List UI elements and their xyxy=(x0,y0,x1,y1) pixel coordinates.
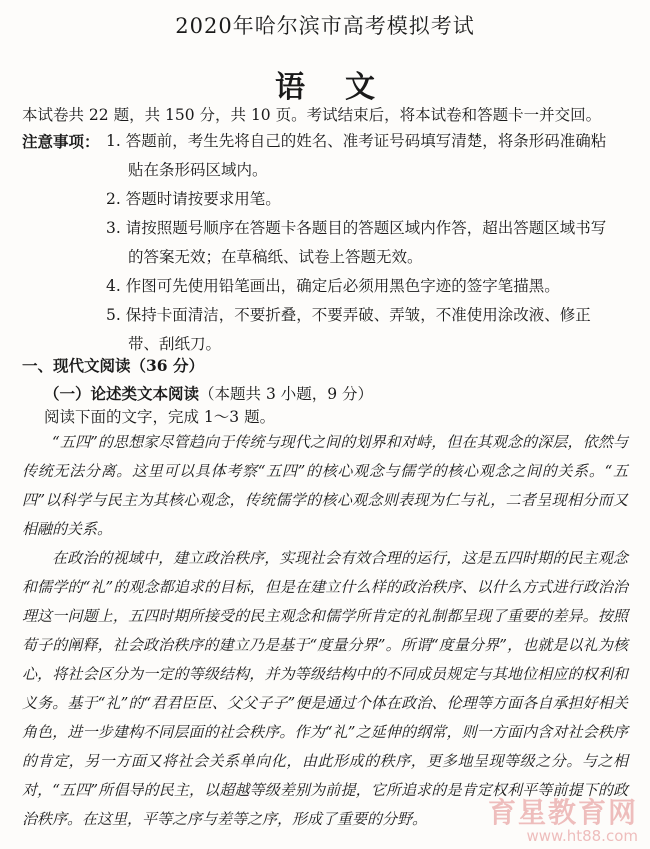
watermark-url: www.ht88.com xyxy=(526,827,638,845)
note-item-5-cont: 带、刮纸刀。 xyxy=(128,335,222,353)
subsection-heading xyxy=(44,382,373,404)
watermark xyxy=(488,791,638,845)
subject-title: 语文 xyxy=(275,70,415,105)
note-item-1: 1. 答题前，考生先将自己的姓名、准考证号码填写清楚，将条形码准确粘 xyxy=(106,132,607,150)
watermark-text: 育星教育网 xyxy=(487,796,638,829)
paragraph-2: 在政治的视域中，建立政治秩序，实现社会有效合理的运行，这是五四时期的民主观念和儒学的“礼”的观念都追求的目标，但是在建立什么样的政治秩序、以什么方式进行政治治理这一问题上，五四时期所接受的民主观念和儒学所肯定的礼制都呈现了重要的差异。按照荀子的阐释，社会政治秩序的建立乃是基于“度量分界”。所谓“度量分界”，也就是以礼为核心，将社会区分为一定的等级结构，并为等级结构中的不同成员规定与其地位相应的权利和义务。基于“礼”的“君君臣臣、父父子子”便是通过个体在政治、伦理等方面各自承担好相关角色，进一步建构不同层面的社会秩序。作为“礼”之延伸的纲常，则一方面内含对社会秩序的肯定，另一方面又将社会关系单向化，由此形成的秩序，更多地呈现等级之分。与之相对，“五四”所倡导的民主，以超越等级差别为前提，它所追求的是肯定权利平等前提下的政治秩序。在这里，平等之序与差等之序，形成了重要的分野。 xyxy=(22,549,628,828)
exam-title: 2020年哈尔滨市高考模拟考试 xyxy=(175,14,475,38)
subsection-title: （一）论述类文本阅读 xyxy=(44,384,200,403)
note-item-4: 4. 作图可先使用铅笔画出，确定后必须用黑色字迹的签字笔描黑。 xyxy=(106,277,560,295)
exam-intro: 本试卷共 22 题，共 150 分，共 10 页。考试结束后，将本试卷和答题卡一并交回。 xyxy=(22,106,602,124)
note-item-3-cont: 的答案无效；在草稿纸、试卷上答题无效。 xyxy=(128,248,423,266)
reading-instruction: 阅读下面的文字，完成 1～3 题。 xyxy=(44,408,276,426)
note-item-5: 5. 保持卡面清洁，不要折叠，不要弄破、弄皱，不准使用涂改液、修正 xyxy=(106,306,591,324)
notes-label: 注意事项： xyxy=(22,132,100,151)
note-item-3: 3. 请按照题号顺序在答题卡各题目的答题区域内作答，超出答题区域书写 xyxy=(106,219,607,237)
note-item-1-cont: 贴在条形码区域内。 xyxy=(128,161,268,179)
note-item-2: 2. 答题时请按要求用笔。 xyxy=(106,190,281,208)
paragraph-1: “五四”的思想家尽管趋向于传统与现代之间的划界和对峙，但在其观念的深层，依然与传统无法分离。这里可以具体考察“五四”的核心观念与儒学的核心观念之间的关系。“五四”以科学与民主为其核心观念，传统儒学的核心观念则表现为仁与礼，二者呈现相分而又相融的关系。 xyxy=(22,433,628,538)
section-heading: 一、现代文阅读（36 分） xyxy=(22,356,204,375)
subsection-score: （本题共 3 小题，9 分） xyxy=(199,385,374,403)
